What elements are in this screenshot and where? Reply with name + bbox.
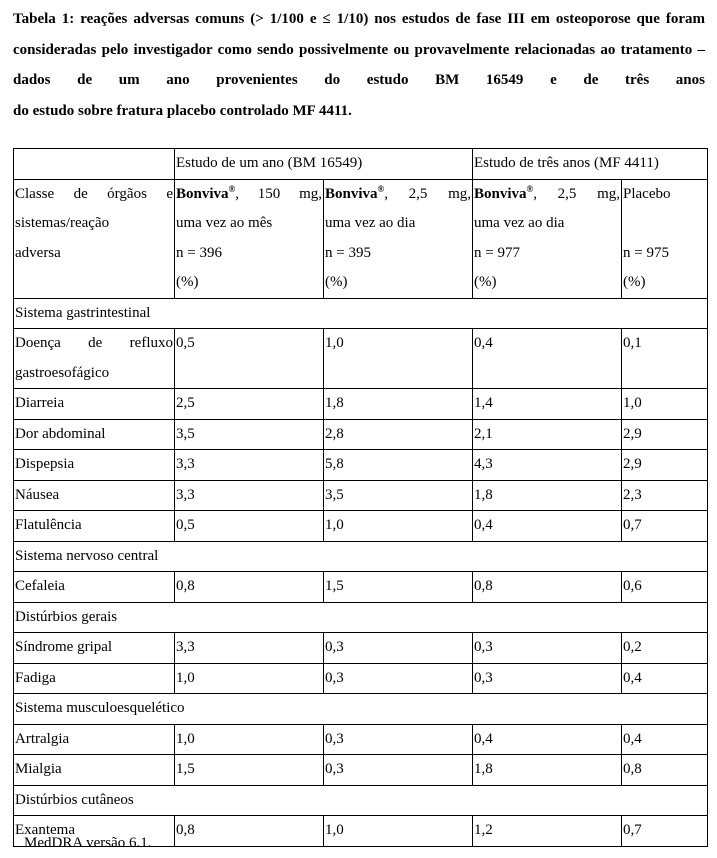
brand-name: Bonviva [325,185,378,202]
value-cell: 0,7 [622,511,708,542]
row-label-header-line: adversa [15,244,61,261]
table-row [14,755,708,786]
value-cell: 1,5 [175,755,324,786]
row-label-header [14,179,175,298]
unit-text: (%) [474,274,497,290]
value-cell: 1,8 [324,389,473,420]
frequency-text: uma vez ao dia [474,215,565,231]
value-cell: 0,8 [175,816,324,847]
reaction-label [14,755,175,786]
reaction-label-line: gastroesofágico [15,364,110,381]
table-row [14,450,708,481]
value-cell: 0,5 [175,511,324,542]
reaction-label-line: Artralgia [15,730,70,747]
value-cell: 0,3 [473,633,622,664]
registered-mark: ® [526,183,534,194]
registered-mark: ® [377,183,385,194]
value-cell: 2,3 [622,480,708,511]
caption-line: foram consideradas pelo investigador como sendo possivelmente ou provavelmente [13,11,706,58]
value-cell: 3,5 [175,419,324,450]
value-cell: 0,3 [324,755,473,786]
value-cell: 2,5 [175,389,324,420]
placebo-label: Placebo [623,185,671,202]
col4-header [622,179,708,298]
sample-size: n = 395 [325,244,371,261]
col2-header-line1 [325,180,471,210]
footnote: MedDRA versão 6.1. [24,835,152,851]
value-cell: 0,3 [324,724,473,755]
value-cell: 3,3 [175,633,324,664]
section-title: Sistema nervoso central [14,541,708,572]
value-cell: 1,0 [324,511,473,542]
col2-header [324,179,473,298]
table-row [14,480,708,511]
empty-header-cell [14,149,175,180]
value-cell: 1,2 [473,816,622,847]
reaction-label [14,389,175,420]
unit-text: (%) [176,274,199,290]
reaction-label [14,480,175,511]
reaction-label-line: Cefaleia [15,578,65,594]
caption-line: do estudo sobre fratura placebo controlado MF 4411. [13,102,352,119]
value-cell: 0,4 [473,511,622,542]
reaction-label-line: Diarreia [15,395,65,411]
table-row [14,633,708,664]
reaction-label [14,633,175,664]
value-cell: 0,8 [622,755,708,786]
reaction-label [14,663,175,694]
section-title: Sistema musculoesquelético [14,694,708,725]
unit-text: (%) [623,274,646,290]
value-cell: 0,7 [622,816,708,847]
frequency-text: uma vez ao mês [176,215,273,231]
value-cell: 0,5 [175,329,324,389]
reaction-label-line: Flatulência [15,517,82,533]
reaction-label-line: Dor abdominal [15,425,106,442]
unit-text: (%) [325,274,348,290]
sample-size: n = 977 [474,244,520,261]
col1-header [175,179,324,298]
section-row [14,785,708,816]
value-cell: 0,4 [622,663,708,694]
table-row [14,389,708,420]
value-cell: 1,5 [324,572,473,603]
row-label-header-line: Classe de órgãos e [15,185,173,202]
reaction-label [14,329,175,389]
column-header-row [14,179,708,298]
value-cell: 1,0 [175,663,324,694]
value-cell: 0,3 [324,663,473,694]
reaction-label-line: Náusea [15,486,60,503]
reaction-label-line: Dispepsia [15,456,75,472]
value-cell: 3,5 [324,480,473,511]
value-cell: 0,2 [622,633,708,664]
section-row [14,602,708,633]
value-cell: 2,9 [622,419,708,450]
reaction-label [14,450,175,481]
reaction-label-line: Doença de refluxo [15,335,173,351]
value-cell: 1,4 [473,389,622,420]
value-cell: 3,3 [175,480,324,511]
caption-line: relacionadas ao tratamento – dados de um ano provenientes do estudo BM 16549 e de três anos [13,41,706,88]
reaction-label [14,572,175,603]
value-cell: 1,0 [622,389,708,420]
section-title: Distúrbios gerais [14,602,708,633]
value-cell: 1,0 [324,816,473,847]
table-row [14,419,708,450]
value-cell: 0,4 [473,724,622,755]
reaction-label [14,724,175,755]
value-cell: 3,3 [175,450,324,481]
study1-header: Estudo de um ano (BM 16549) [175,149,473,180]
value-cell: 1,0 [324,329,473,389]
brand-name: Bonviva [176,185,229,202]
col3-header [473,179,622,298]
dose-text: , 2,5 mg, [533,185,621,202]
reaction-label-line: Exantema [15,822,75,838]
value-cell: 2,1 [473,419,622,450]
sample-size: n = 975 [623,244,669,261]
value-cell: 0,4 [622,724,708,755]
value-cell: 5,8 [324,450,473,481]
reaction-label [14,419,175,450]
value-cell: 1,8 [473,480,622,511]
brand-name: Bonviva [474,185,527,202]
value-cell: 0,4 [473,329,622,389]
value-cell: 1,8 [473,755,622,786]
value-cell: 2,8 [324,419,473,450]
table-row [14,511,708,542]
caption-line: Tabela 1: reações adversas comuns (> 1/100 e ≤ 1/10) nos estudos de fase III em osteoporose que [13,11,660,27]
table-caption [13,4,705,126]
reaction-label-line: Síndrome gripal [15,639,113,655]
row-label-header-line: sistemas/reação [15,215,110,231]
value-cell: 2,9 [622,450,708,481]
sample-size: n = 396 [176,244,222,261]
registered-mark: ® [228,183,236,194]
value-cell: 0,1 [622,329,708,389]
reaction-label-line: Mialgia [15,761,62,777]
value-cell: 0,8 [175,572,324,603]
table-row [14,724,708,755]
section-title: Sistema gastrintestinal [14,298,708,329]
section-row [14,694,708,725]
col3-header-line1 [474,180,620,210]
table-row [14,329,708,389]
study-header-row [14,149,708,180]
dose-text: , 2,5 mg, [384,185,472,202]
value-cell: 0,8 [473,572,622,603]
section-row [14,298,708,329]
study2-header: Estudo de três anos (MF 4411) [473,149,708,180]
frequency-text: uma vez ao dia [325,215,416,231]
adverse-reactions-table [13,148,708,847]
col1-header-line1 [176,180,322,210]
value-cell: 0,6 [622,572,708,603]
section-title: Distúrbios cutâneos [14,785,708,816]
value-cell: 0,3 [473,663,622,694]
value-cell: 4,3 [473,450,622,481]
table-row [14,572,708,603]
value-cell: 1,0 [175,724,324,755]
section-row [14,541,708,572]
table-row [14,663,708,694]
reaction-label [14,511,175,542]
frequency-text [623,209,706,239]
reaction-label-line: Fadiga [15,669,56,686]
dose-text: , 150 mg, [235,185,322,202]
value-cell: 0,3 [324,633,473,664]
